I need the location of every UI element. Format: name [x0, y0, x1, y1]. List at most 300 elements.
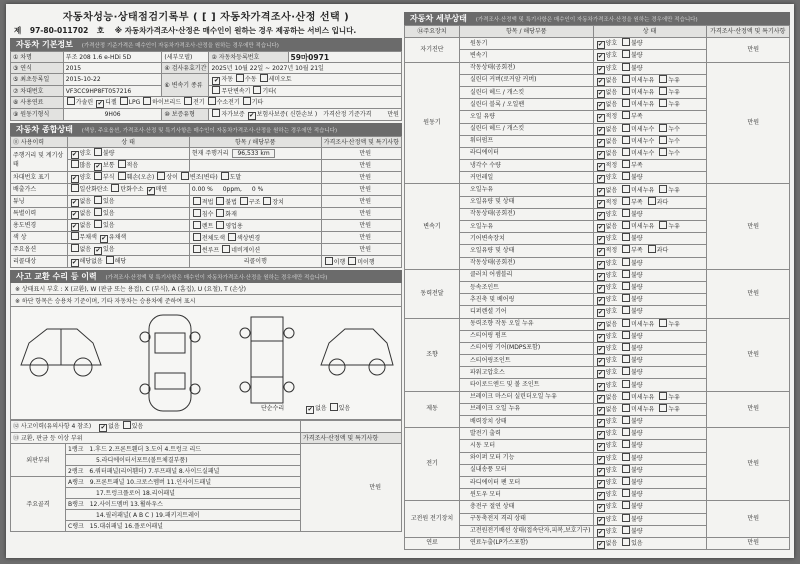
plate-value: 59마0971 — [288, 52, 402, 63]
detail-group-label: 제동 — [405, 391, 460, 428]
detail-option-checkbox[interactable]: ✔ — [598, 333, 604, 341]
recall-yes-checkbox[interactable] — [106, 256, 114, 264]
recall-undone-checkbox[interactable] — [348, 257, 356, 265]
detail-option-checkbox[interactable] — [622, 526, 630, 534]
detail-option-checkbox[interactable] — [659, 221, 667, 229]
detail-option-checkbox[interactable] — [622, 197, 630, 205]
detail-price-unit: 만원 — [706, 391, 789, 428]
notice-text: ※ 자동차가격조사·산정은 매수인이 원하는 경우 제공하는 서비스 입니다. — [114, 26, 357, 35]
detail-option-checkbox[interactable]: ✔ — [598, 224, 604, 232]
detail-option-checkbox[interactable] — [622, 453, 630, 461]
detail-option-checkbox[interactable]: ✔ — [598, 199, 604, 207]
detail-option-checkbox[interactable]: ✔ — [598, 419, 604, 427]
detail-option-checkbox[interactable] — [622, 331, 630, 339]
detail-row — [405, 318, 790, 330]
detail-option-checkbox[interactable] — [659, 99, 667, 107]
detail-option-checkbox[interactable]: ✔ — [598, 382, 604, 390]
detail-option-checkbox[interactable] — [659, 392, 667, 400]
recall-done-checkbox[interactable] — [325, 257, 333, 265]
detail-option-checkbox[interactable] — [622, 440, 630, 448]
rank-c-row — [66, 521, 301, 532]
year-label: ③ 연식 — [11, 63, 64, 74]
tuning-yes-checkbox[interactable] — [94, 196, 102, 204]
recall-undone-label: 미이행 — [357, 258, 375, 266]
detail-option-checkbox[interactable] — [659, 404, 667, 412]
detail-option-checkbox[interactable]: ✔ — [598, 492, 604, 500]
fuel-etc-checkbox[interactable] — [243, 97, 251, 105]
accident-section-note: (가격조사·산정액 및 특기사항은 매수인이 자동차가격조사·산정을 원하는 경우에만 적습니다) — [105, 275, 328, 281]
detail-option-checkbox[interactable]: ✔ — [598, 138, 604, 146]
car-name-label: ① 차명 — [11, 52, 64, 63]
color-no-checkbox[interactable] — [71, 232, 79, 240]
gearbox-options-1 — [209, 74, 402, 86]
options-detail — [189, 244, 321, 256]
detail-model-label: (세부모델) — [162, 52, 209, 63]
detail-option-label: 없음 — [605, 186, 618, 194]
detail-option-label: 부족 — [631, 113, 643, 121]
vin-value: VF3CC9HP8FT057216 — [63, 86, 162, 97]
detail-state-options — [593, 245, 706, 257]
detail-item-label: 충전구 절연 상태 — [460, 501, 594, 513]
detail-option-checkbox[interactable] — [622, 148, 630, 156]
detail-option-checkbox[interactable] — [659, 136, 667, 144]
detail-option-label: 불량 — [631, 430, 643, 438]
detail-state-options — [593, 184, 706, 196]
detail-option-checkbox[interactable]: ✔ — [598, 358, 604, 366]
fuel-label: ⑧ 사용연료 — [11, 97, 64, 109]
accident-history-label: ⑫ 사고이력(유의사항 4 참조) — [13, 423, 92, 430]
vin-alter-label: 변조(변타) — [189, 174, 218, 181]
detail-option-checkbox[interactable]: ✔ — [598, 455, 604, 463]
detail-option-checkbox[interactable]: ✔ — [598, 175, 604, 183]
detail-item-label: 브레이크 마스터 실린더오일 누유 — [460, 391, 594, 403]
detail-section-title: 자동차 세부상태 — [410, 14, 467, 23]
recall-no-checkbox[interactable]: ✔ — [71, 259, 78, 266]
detail-option-label: 양호 — [605, 381, 618, 389]
detail-option-checkbox[interactable] — [659, 75, 667, 83]
detail-option-label: 적정 — [605, 247, 618, 255]
detail-item-label: 작동상태(공회전) — [460, 208, 594, 220]
detail-option-checkbox[interactable] — [622, 501, 630, 509]
detail-option-label: 불량 — [631, 210, 643, 218]
detail-option-checkbox[interactable]: ✔ — [598, 370, 604, 378]
odo-bad-checkbox[interactable] — [94, 148, 102, 156]
detail-option-label: 불량 — [631, 284, 643, 292]
detail-option-checkbox[interactable]: ✔ — [598, 126, 604, 134]
outer-label: 외판부위 — [11, 444, 66, 477]
fuel-ev-label: 전기 — [193, 99, 205, 106]
detail-item-label: 발전기 출력 — [460, 428, 594, 440]
options-label: 주요옵션 — [11, 244, 68, 256]
detail-option-checkbox[interactable] — [622, 319, 630, 327]
tuning-none-checkbox[interactable]: ✔ — [71, 199, 78, 206]
detail-item-label: 디퍼렌셜 기어 — [460, 306, 594, 318]
warranty-self-checkbox[interactable] — [212, 109, 220, 117]
car-top-diagram — [135, 311, 205, 415]
col-state: 상 태 — [67, 137, 189, 148]
rank-b-row — [66, 499, 301, 510]
detail-option-checkbox[interactable]: ✔ — [598, 504, 604, 512]
detail-state-options — [593, 403, 706, 415]
detail-option-checkbox[interactable] — [622, 111, 630, 119]
detail-option-checkbox[interactable]: ✔ — [598, 150, 604, 158]
detail-group-label: 변속기 — [405, 184, 460, 269]
detail-option-label: 적정 — [605, 198, 618, 206]
detail-option-checkbox[interactable] — [622, 185, 630, 193]
emission-smoke-checkbox[interactable]: ✔ — [148, 187, 154, 194]
color-full-label: 전체도색 — [201, 234, 226, 242]
special-none-checkbox[interactable]: ✔ — [71, 211, 78, 218]
detail-state-options — [593, 172, 706, 184]
detail-row — [405, 391, 790, 403]
rank1-items-2: 5.라디에이터서포트(볼트체결부품) — [66, 455, 301, 466]
detail-state-options — [593, 489, 706, 501]
options-yes-checkbox[interactable]: ✔ — [95, 247, 101, 254]
detail-option-label: 불량 — [631, 454, 643, 462]
detail-item-label: 구동축전지 격리 상태 — [460, 513, 594, 525]
detail-option-label: 과다 — [656, 198, 669, 206]
detail-option-label: 불량 — [631, 369, 643, 377]
detail-option-checkbox[interactable]: ✔ — [598, 321, 604, 329]
detail-option-checkbox[interactable]: ✔ — [598, 211, 604, 219]
detail-option-checkbox[interactable] — [622, 538, 630, 546]
vin-alter-checkbox[interactable] — [181, 172, 189, 180]
detail-option-checkbox[interactable]: ✔ — [598, 248, 604, 256]
detail-option-checkbox[interactable] — [622, 428, 630, 436]
options-none-checkbox[interactable] — [71, 244, 79, 252]
detail-option-checkbox[interactable] — [622, 392, 630, 400]
detail-option-checkbox[interactable] — [622, 38, 630, 46]
detail-option-label: 미세누유 — [631, 76, 655, 84]
odo-normal-checkbox[interactable]: ✔ — [95, 163, 101, 170]
detail-option-checkbox[interactable] — [622, 63, 630, 71]
detail-option-checkbox[interactable] — [622, 270, 630, 278]
detail-option-checkbox[interactable] — [622, 50, 630, 58]
detail-option-label: 양호 — [605, 271, 618, 279]
detail-option-label: 양호 — [605, 40, 618, 48]
options-nav-checkbox[interactable] — [222, 245, 230, 253]
vin-mark-label: 차대번호 표기 — [11, 172, 68, 184]
detail-option-label: 양호 — [605, 418, 618, 426]
detail-option-checkbox[interactable]: ✔ — [598, 297, 604, 305]
vin-damage-checkbox[interactable] — [118, 172, 126, 180]
detail-option-checkbox[interactable] — [622, 380, 630, 388]
vin-steal-checkbox[interactable] — [221, 172, 229, 180]
odo-few-checkbox[interactable] — [118, 160, 126, 168]
accident-table — [10, 420, 402, 532]
detail-option-checkbox[interactable] — [622, 99, 630, 107]
special-label: 특별이력 — [11, 208, 68, 220]
detail-option-checkbox[interactable]: ✔ — [598, 102, 604, 110]
usage-none-checkbox[interactable]: ✔ — [71, 223, 78, 230]
usage-yes-checkbox[interactable] — [94, 220, 102, 228]
recall-label: 리콜대상 — [11, 256, 68, 268]
doc-no: 97-80-011702 — [29, 26, 89, 35]
detail-item-label: 스티어링 기어(MDPS포함) — [460, 342, 594, 354]
detail-option-label: 적정 — [605, 113, 618, 121]
detail-option-checkbox[interactable]: ✔ — [598, 516, 604, 524]
detail-option-checkbox[interactable] — [622, 221, 630, 229]
detail-option-label: 불량 — [631, 308, 643, 316]
odo-current — [189, 148, 321, 160]
detail-option-checkbox[interactable]: ✔ — [598, 53, 604, 61]
first-reg-value: 2015-10-22 — [63, 74, 162, 86]
detail-option-label: 미세누수 — [631, 125, 655, 133]
detail-option-label: 양호 — [605, 466, 618, 474]
gear-semi-checkbox[interactable] — [260, 74, 268, 82]
detail-item-label: 배력장치 상태 — [460, 416, 594, 428]
detail-option-checkbox[interactable]: ✔ — [598, 114, 604, 122]
tuning-illegal-checkbox[interactable] — [216, 197, 224, 205]
detail-state-options — [593, 537, 706, 549]
color-yes-checkbox[interactable]: ✔ — [101, 235, 107, 242]
rank1-items: 1.후드 2.프론트휀더 3.도어 4.트렁크 리드 — [89, 445, 202, 453]
detail-item-label: 실내송풍 모터 — [460, 464, 594, 476]
detail-state-options — [593, 476, 706, 488]
detail-option-label: 누유 — [668, 101, 680, 109]
detail-option-checkbox[interactable]: ✔ — [598, 394, 604, 402]
odo-many-checkbox[interactable] — [71, 160, 79, 168]
fuel-hybrid-checkbox[interactable] — [143, 97, 151, 105]
detail-state-options — [593, 135, 706, 147]
detail-option-checkbox[interactable] — [622, 258, 630, 266]
emission-co-checkbox[interactable] — [71, 184, 79, 192]
vin-label: ⑦ 차대번호 — [11, 86, 64, 97]
detail-item-label: 와이퍼 모터 기능 — [460, 452, 594, 464]
vin-diff-checkbox[interactable] — [157, 172, 165, 180]
detail-option-checkbox[interactable] — [622, 404, 630, 412]
detail-option-label: 부족 — [631, 247, 643, 255]
special-fire-label: 화재 — [225, 210, 237, 218]
simple-yes-label: 있음 — [338, 405, 351, 412]
detail-price-unit: 만원 — [706, 62, 789, 184]
odo-good-checkbox[interactable]: ✔ — [71, 151, 78, 158]
fuel-h2-checkbox[interactable] — [208, 97, 216, 105]
detail-option-checkbox[interactable]: ✔ — [598, 285, 604, 293]
detail-option-checkbox[interactable] — [622, 306, 630, 314]
gear-auto-checkbox[interactable]: ✔ — [213, 77, 219, 84]
tuning-illegal-label: 불법 — [225, 198, 237, 206]
detail-option-checkbox[interactable] — [659, 124, 667, 132]
valid-sep: ~ — [265, 64, 271, 72]
odo-few-label: 적음 — [126, 162, 139, 169]
fuel-gas-label: 가솔린 — [75, 99, 94, 106]
warranty-self-label: 자가보증 — [221, 111, 245, 118]
detail-option-checkbox[interactable]: ✔ — [598, 467, 604, 475]
detail-option-checkbox[interactable] — [622, 294, 630, 302]
usage-rent-checkbox[interactable] — [193, 221, 201, 229]
fuel-ev-checkbox[interactable] — [184, 97, 192, 105]
simple-yes-checkbox[interactable] — [330, 403, 338, 411]
detail-option-checkbox[interactable]: ✔ — [598, 443, 604, 451]
detail-option-checkbox[interactable] — [622, 160, 630, 168]
detail-option-checkbox[interactable] — [622, 75, 630, 83]
detail-option-label: 부족 — [631, 162, 643, 170]
warranty-label: ⑩ 보증유형 — [162, 109, 209, 121]
detail-option-checkbox[interactable] — [622, 245, 630, 253]
vin-mark-options — [67, 172, 321, 184]
detail-state-options — [593, 513, 706, 525]
vin-good-checkbox[interactable]: ✔ — [71, 175, 78, 182]
detail-option-checkbox[interactable]: ✔ — [598, 77, 604, 85]
color-change-checkbox[interactable] — [228, 233, 236, 241]
detail-option-checkbox[interactable] — [648, 245, 656, 253]
detail-option-checkbox[interactable]: ✔ — [598, 345, 604, 353]
detail-option-checkbox[interactable] — [659, 319, 667, 327]
emission-hc-checkbox[interactable] — [111, 184, 119, 192]
detail-option-checkbox[interactable]: ✔ — [598, 480, 604, 488]
detail-option-checkbox[interactable] — [622, 172, 630, 180]
fuel-h2-label: 수소전기 — [216, 99, 240, 106]
detail-option-checkbox[interactable] — [648, 197, 656, 205]
accident-yes-label: 있음 — [131, 423, 144, 430]
detail-option-label: 불량 — [631, 174, 643, 182]
detail-item-label: 등속조인트 — [460, 281, 594, 293]
rank-b-items: 12.사이드멤버 13.휠하우스 — [89, 500, 163, 508]
detail-option-label: 없음 — [605, 76, 618, 84]
detail-option-checkbox[interactable]: ✔ — [598, 309, 604, 317]
detail-state-options — [593, 281, 706, 293]
special-options — [67, 208, 189, 220]
detail-option-checkbox[interactable]: ✔ — [598, 65, 604, 73]
detail-price-unit: 만원 — [706, 428, 789, 501]
detail-option-checkbox[interactable] — [622, 367, 630, 375]
detail-option-label: 불량 — [631, 332, 643, 340]
detail-state-options — [593, 342, 706, 354]
detail-group-label: 조향 — [405, 318, 460, 391]
detail-option-checkbox[interactable] — [622, 124, 630, 132]
special-fire-checkbox[interactable] — [216, 209, 224, 217]
detail-option-checkbox[interactable] — [622, 477, 630, 485]
detail-item-label: 커먼레일 — [460, 172, 594, 184]
detail-option-label: 불량 — [631, 357, 643, 365]
detail-option-checkbox[interactable] — [622, 87, 630, 95]
detail-item-label: 오일 유량 — [460, 111, 594, 123]
detail-item-label: 실린더 헤드 / 개스킷 — [460, 123, 594, 135]
tuning-device-label: 장치 — [272, 198, 284, 206]
detail-option-checkbox[interactable] — [622, 465, 630, 473]
detail-option-label: 누수 — [668, 125, 680, 133]
accident-section-bar — [10, 270, 402, 283]
detail-item-label: 작동상태(공회전) — [460, 257, 594, 269]
detail-option-checkbox[interactable]: ✔ — [598, 163, 604, 171]
detail-item-label: 오일누유 — [460, 184, 594, 196]
detail-option-checkbox[interactable]: ✔ — [598, 528, 604, 536]
detail-option-checkbox[interactable]: ✔ — [598, 431, 604, 439]
accident-blank — [301, 421, 402, 433]
simple-no-checkbox[interactable]: ✔ — [307, 406, 313, 413]
detail-option-checkbox[interactable] — [622, 209, 630, 217]
detail-option-checkbox[interactable] — [622, 416, 630, 424]
recall-status-options — [321, 256, 401, 268]
fuel-lpg-checkbox[interactable] — [120, 97, 128, 105]
detail-option-checkbox[interactable]: ✔ — [598, 41, 604, 49]
special-yes-label: 있음 — [103, 210, 115, 217]
detail-state-options — [593, 233, 706, 245]
fuel-options — [63, 97, 401, 109]
detail-option-checkbox[interactable] — [622, 514, 630, 522]
detail-option-label: 양호 — [605, 174, 618, 182]
tuning-struct-checkbox[interactable] — [240, 197, 248, 205]
detail-group-label: 자기진단 — [405, 38, 460, 62]
detail-option-checkbox[interactable] — [659, 87, 667, 95]
detail-option-checkbox[interactable] — [622, 355, 630, 363]
detail-option-checkbox[interactable] — [622, 282, 630, 290]
detail-item-label: 작동상태(공회전) — [460, 62, 594, 74]
detail-option-label: 누유 — [668, 89, 680, 97]
car-frame-diagram — [237, 311, 297, 409]
tuning-device-checkbox[interactable] — [263, 197, 271, 205]
accident-yes-checkbox[interactable] — [123, 421, 131, 429]
fuel-etc-label: 기타 — [251, 99, 264, 106]
color-full-checkbox[interactable] — [193, 233, 201, 241]
detail-item-label: 실린더 헤드 / 개스킷 — [460, 86, 594, 98]
detail-section-bar — [404, 12, 790, 25]
detail-option-checkbox[interactable]: ✔ — [598, 236, 604, 244]
accident-legend-2: ※ 하단 항목은 승용차 기준이며, 기타 자동차는 승용차에 준하여 표시 — [10, 295, 402, 307]
fuel-diesel-checkbox[interactable]: ✔ — [97, 100, 103, 107]
detail-option-checkbox[interactable] — [659, 185, 667, 193]
warranty-ins-checkbox[interactable]: ✔ — [249, 112, 255, 119]
special-flood-checkbox[interactable] — [193, 209, 201, 217]
accident-no-checkbox[interactable]: ✔ — [100, 424, 106, 431]
detail-option-checkbox[interactable] — [622, 489, 630, 497]
detail-option-checkbox[interactable] — [622, 136, 630, 144]
gear-etc-checkbox[interactable] — [253, 86, 261, 94]
fuel-lpg-label: LPG — [128, 99, 141, 106]
right-pane — [404, 12, 790, 556]
detail-option-checkbox[interactable]: ✔ — [598, 187, 604, 195]
detail-state-options — [593, 452, 706, 464]
detail-option-checkbox[interactable]: ✔ — [598, 90, 604, 98]
tuning-legal-checkbox[interactable] — [193, 197, 201, 205]
accident-no-label: 없음 — [108, 423, 120, 430]
detail-option-checkbox[interactable]: ✔ — [598, 540, 604, 548]
detail-option-label: 양호 — [605, 369, 618, 377]
simple-repair-label: 단순수리 — [261, 405, 285, 412]
usage-biz-checkbox[interactable] — [216, 221, 224, 229]
detail-group-label: 원동기 — [405, 62, 460, 184]
detail-option-checkbox[interactable]: ✔ — [598, 272, 604, 280]
recall-no-label: 해당없음 — [79, 258, 103, 265]
options-sunroof-checkbox[interactable] — [193, 245, 201, 253]
gear-cvt-checkbox[interactable] — [212, 86, 220, 94]
detail-option-checkbox[interactable] — [622, 343, 630, 351]
detail-option-label: 양호 — [605, 454, 618, 462]
detail-option-label: 양호 — [605, 430, 618, 438]
detail-option-checkbox[interactable]: ✔ — [598, 406, 604, 414]
detail-item-label: 고전원전기배선 상태(접속단자,피복,보호기구) — [460, 525, 594, 537]
detail-option-checkbox[interactable] — [659, 148, 667, 156]
special-yes-checkbox[interactable] — [94, 208, 102, 216]
detail-row — [405, 38, 790, 50]
detail-option-label: 불량 — [631, 344, 643, 352]
detail-item-label: 실린더 커버(로커암 커버) — [460, 74, 594, 86]
detail-option-checkbox[interactable] — [622, 233, 630, 241]
detail-option-label: 불량 — [631, 259, 643, 267]
accident-history-cell — [11, 421, 301, 433]
gear-manual-checkbox[interactable] — [236, 74, 244, 82]
detail-price-unit: 만원 — [706, 318, 789, 391]
detail-option-label: 불량 — [631, 296, 643, 304]
detail-option-checkbox[interactable]: ✔ — [598, 260, 604, 268]
detail-option-label: 불량 — [631, 479, 643, 487]
fuel-gas-checkbox[interactable] — [67, 97, 75, 105]
options-yes-label: 있음 — [103, 246, 115, 253]
detail-item-label: 파워고압호스 — [460, 367, 594, 379]
detail-state-options — [593, 367, 706, 379]
vin-corrode-checkbox[interactable] — [94, 172, 102, 180]
